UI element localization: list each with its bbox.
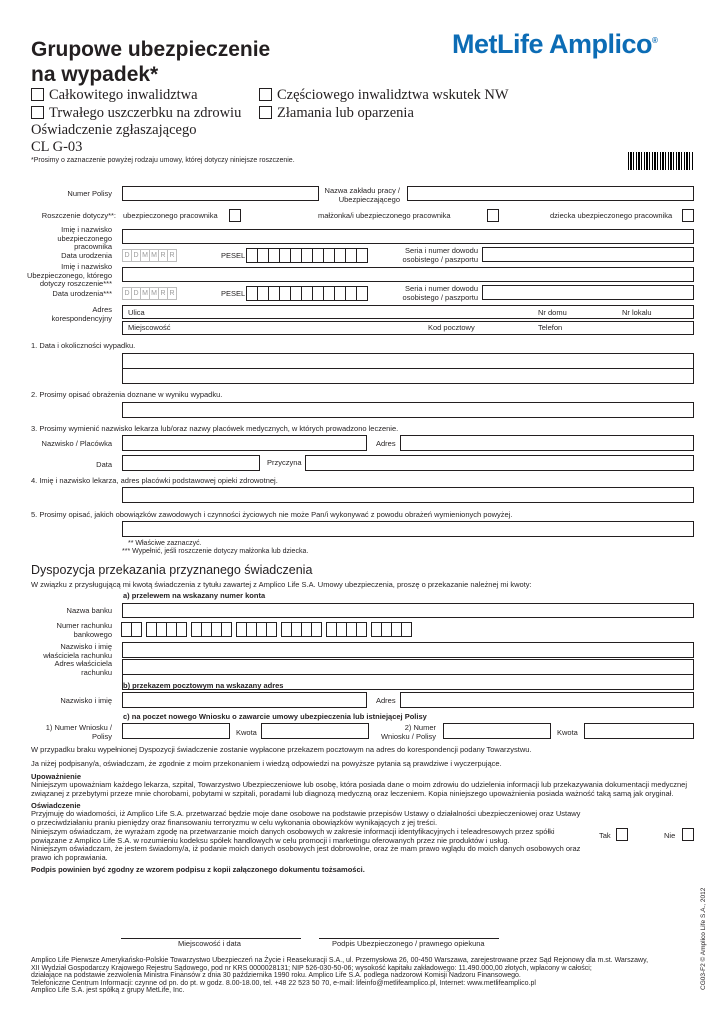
payment-heading: Dyspozycja przekazania przyznanego świadczenia bbox=[31, 563, 313, 577]
authorization-title: Upoważnienie bbox=[31, 772, 82, 781]
form-title: Grupowe ubezpieczenie na wypadek* bbox=[31, 38, 271, 86]
day-cell[interactable]: D bbox=[122, 287, 132, 300]
address-label: Adres korespondencyjny bbox=[51, 305, 112, 323]
checkbox[interactable] bbox=[31, 106, 44, 119]
default-payment-note: W przypadku braku wypełnionej Dyspozycji świadczenie zostanie wypłacone przekazem pocztowym na adres do korespondencji podany Towarzystwu. bbox=[31, 745, 532, 754]
date-label: Data bbox=[96, 460, 112, 469]
place-date-label: Miejscowość i data bbox=[178, 939, 241, 948]
question-2: 2. Prosimy opisać obrażenia doznane w wyniku wypadku. bbox=[31, 390, 223, 399]
claim-concerns-label: Roszczenie dotyczy**: bbox=[41, 211, 116, 220]
opt-employee-checkbox[interactable] bbox=[229, 209, 241, 222]
q3-address-field[interactable] bbox=[400, 435, 694, 451]
form-code: CL G-03 bbox=[31, 139, 83, 155]
payment-intro: W związku z przysługującą mi kwotą świadczenia z tytułu zawartej z Amplico Life S.A. Umowy ubezpieczenia, proszę o przekazanie należnej mi kwoty: bbox=[31, 580, 532, 589]
reason-label: Przyczyna bbox=[267, 458, 302, 467]
app1-label: 1) Numer Wniosku / Polisy bbox=[45, 723, 112, 741]
day-cell[interactable]: D bbox=[131, 287, 141, 300]
policy-number-label: Numer Polisy bbox=[67, 189, 112, 198]
declaration-text-2: Niniejszym oświadczam, że wyrażam zgodę na przetwarzanie moich danych osobowych w zakresie informacji identyfikacyjnych i teleadresowych przez spółki powiązane z Amplico Life S.A. w rozumieniu kodeksu spółek handlowych w celu promocji i marketingu oferowanych przez nie produktów i usług. bbox=[31, 827, 555, 845]
amount2-field[interactable] bbox=[584, 723, 694, 739]
option-b-title: b) przekazem pocztowym na wskazany adres bbox=[123, 681, 284, 690]
year-cell[interactable]: R bbox=[167, 249, 177, 262]
q1-field-1[interactable] bbox=[122, 353, 694, 369]
question-3: 3. Prosimy wymienić nazwisko lekarza lub/oraz nazwy placówek medycznych, w których prowadzono leczenie. bbox=[31, 424, 399, 433]
checkbox[interactable] bbox=[259, 88, 272, 101]
employee-name-field[interactable] bbox=[122, 229, 694, 244]
checkbox[interactable] bbox=[259, 106, 272, 119]
id-series-field-2[interactable] bbox=[482, 285, 694, 300]
question-4: 4. Imię i nazwisko lekarza, adres placówki podstawowej opieki zdrowotnej. bbox=[31, 476, 278, 485]
authorization-text: Niniejszym upoważniam każdego lekarza, szpital, Towarzystwo Ubezpieczeniowe lub osobę, która posiada dane o moim zdrowiu do udzielenia informacji lub przekazywania dokumentacji medycznej związanej z przebytymi przeze mnie chorobami, pobytami w szpitali, poradami lub diagnozą medyczną oraz leczeniem. Kopia niniejszego upoważnienia posiada ważność taką samą jak oryginał. bbox=[31, 780, 688, 798]
option-a-title: a) przelewem na wskazany numer konta bbox=[123, 591, 266, 600]
footer-text: Amplico Life Pierwsze Amerykańsko-Polskie Towarzystwo Ubezpieczeń na Życie i Reasekuracji S.A., ul. Przemysłowa 26, 00-450 Warszawa, zarejestrowane przez Sąd Rejonowy dla m.st. Warszawy, XII Wydział Gospodarczy Krajowego Rejestru Sądowego, pod nr KRS 0000028131; NIP 526-030-50-06; wysokość kapitału zakładowego: 11.490.000,00 złotych, wpłacony w całości; działające na podstawie zezwolenia Ministra Finansów z dnia 30 października 1990 roku. Amplico Life S.A. podlega nadzorowi Komisji Nadzoru Finansowego. Telefoniczne Centrum Informacji: czynne od pn. do pt. w godz. 8.00-18.00, tel. +48 22 523 50 70, e-mail: lifeinfo@metlifeamplico.pl, Internet: www.metlifeamplico.pl Amplico Life S.A. jest spółką z grupy MetLife, Inc. bbox=[31, 957, 649, 995]
app2-field[interactable] bbox=[443, 723, 551, 739]
insured-name-label: Imię i nazwisko Ubezpieczonego, którego dotyczy roszczenie*** bbox=[26, 262, 112, 288]
reason-field[interactable] bbox=[305, 455, 694, 471]
insured-name-field[interactable] bbox=[122, 267, 694, 282]
opt-child-label: dziecka ubezpieczonego pracownika bbox=[550, 211, 673, 220]
q5-field[interactable] bbox=[122, 521, 694, 537]
city-field[interactable] bbox=[122, 321, 694, 335]
metlife-amplico-logo: MetLife Amplico® bbox=[452, 29, 658, 59]
street-field[interactable] bbox=[122, 305, 694, 319]
account-owner-field[interactable] bbox=[122, 642, 694, 658]
city-label: Miejscowość bbox=[128, 323, 171, 332]
account-digit-cell[interactable] bbox=[401, 622, 412, 637]
name-facility-label: Nazwisko / Placówka bbox=[41, 439, 112, 448]
month-cell[interactable]: M bbox=[149, 287, 159, 300]
month-cell[interactable]: M bbox=[149, 249, 159, 262]
birth-date2-cells[interactable] bbox=[123, 287, 177, 300]
postal-name-field[interactable] bbox=[122, 692, 367, 708]
id-series-label-2: Seria i numer dowodu osobistego / paszportu bbox=[402, 284, 478, 302]
account-digit-cell[interactable] bbox=[131, 622, 142, 637]
pesel-cells[interactable] bbox=[247, 248, 368, 263]
declaration-text-3: Niniejszym oświadczam, że jestem świadomy/a, iż podanie moich danych osobowych jest dobrowolne, oraz że mam prawo wglądu do moich danych osobowych oraz prawo ich poprawiania. bbox=[31, 844, 581, 862]
barcode bbox=[628, 152, 694, 170]
pesel-cells-2[interactable] bbox=[247, 286, 368, 301]
day-cell[interactable]: D bbox=[122, 249, 132, 262]
app1-field[interactable] bbox=[122, 723, 230, 739]
year-cell[interactable]: R bbox=[158, 249, 168, 262]
q3-address-label: Adres bbox=[376, 439, 396, 448]
option-fractures[interactable]: Złamania lub oparzenia bbox=[259, 105, 414, 122]
owner-address-field-1[interactable] bbox=[122, 659, 694, 675]
contract-note: *Prosimy o zaznaczenie powyżej rodzaju umowy, której dotyczy niniejsze roszczenie. bbox=[31, 157, 295, 164]
id-series-field[interactable] bbox=[482, 247, 694, 262]
amount2-label: Kwota bbox=[557, 728, 578, 737]
opt-spouse-label: małżonka/i ubezpieczonego pracownika bbox=[318, 211, 451, 220]
account-digit-cell[interactable] bbox=[221, 622, 232, 637]
account-number-label: Numer rachunku bankowego bbox=[56, 621, 112, 639]
postal-address-label: Adres bbox=[376, 696, 396, 705]
birth-date2-label: Data urodzenia*** bbox=[52, 289, 112, 298]
declaration-title: Oświadczenie bbox=[31, 801, 81, 810]
flat-no-label: Nr lokalu bbox=[622, 308, 652, 317]
question-5: 5. Prosimy opisać, jakich obowiązków zawodowych i czynności życiowych nie może Pan/i wykonywać z powodu obrażeń wymienionych powyżej. bbox=[31, 510, 513, 519]
opt-child-checkbox[interactable] bbox=[682, 209, 694, 222]
side-copyright: CG03-F2 © Amplico Life S.A., 2012 bbox=[700, 887, 707, 990]
footnote-2: *** Wypełnić, jeśli roszczenie dotyczy małżonka lub dziecka. bbox=[122, 548, 309, 555]
digit-cell[interactable] bbox=[356, 286, 368, 301]
pesel-label: PESEL bbox=[221, 251, 246, 260]
name-facility-field[interactable] bbox=[122, 435, 367, 451]
postal-address-field[interactable] bbox=[400, 692, 694, 708]
app2-label: 2) Numer Wniosku / Polisy bbox=[380, 723, 436, 741]
consent-yes-checkbox[interactable] bbox=[616, 828, 628, 841]
opt-spouse-checkbox[interactable] bbox=[487, 209, 499, 222]
q1-field-2[interactable] bbox=[122, 368, 694, 384]
employer-name-field[interactable] bbox=[407, 186, 694, 201]
account-digit-cell[interactable] bbox=[266, 622, 277, 637]
pesel-label-2: PESEL bbox=[221, 289, 246, 298]
signature-note: Podpis powinien być zgodny ze wzorem podpisu z kopii załączonego dokumentu tożsamości. bbox=[31, 865, 365, 874]
checkbox[interactable] bbox=[31, 88, 44, 101]
postcode-label: Kod pocztowy bbox=[428, 323, 475, 332]
amount1-field[interactable] bbox=[261, 723, 369, 739]
amount1-label: Kwota bbox=[236, 728, 257, 737]
signature-label: Podpis Ubezpieczonego / prawnego opiekuna bbox=[332, 939, 485, 948]
phone-label: Telefon bbox=[538, 323, 563, 332]
footnote-1: ** Właściwe zaznaczyć. bbox=[128, 540, 202, 547]
birth-date-cells[interactable] bbox=[123, 249, 177, 262]
question-1: 1. Data i okoliczności wypadku. bbox=[31, 341, 136, 350]
account-digit-cell[interactable] bbox=[311, 622, 322, 637]
account-digit-cell[interactable] bbox=[356, 622, 367, 637]
house-no-label: Nr domu bbox=[538, 308, 567, 317]
date-field[interactable] bbox=[122, 455, 260, 471]
option-total-disability[interactable]: Całkowitego inwalidztwa bbox=[31, 87, 198, 104]
birth-date-label: Data urodzenia bbox=[61, 251, 112, 260]
owner-address-label: Adres właściciela rachunku bbox=[54, 659, 112, 677]
declaration-text-1: Przyjmuję do wiadomości, iż Amplico Life S.A. przetwarzać będzie moje dane osobowe na podstawie przepisów Ustawy o działalności ubezpieczeniowej oraz Ustawy o przeciwdziałaniu praniu pieniędzy oraz finansowaniu terroryzmu w celu wykonania obowiązków wynikających z jej treści. bbox=[31, 809, 581, 827]
digit-cell[interactable] bbox=[356, 248, 368, 263]
q4-field[interactable] bbox=[122, 487, 694, 503]
month-cell[interactable]: M bbox=[140, 287, 150, 300]
truth-statement: Ja niżej podpisany/a, oświadczam, że zgodnie z moim przekonaniem i wiedzą odpowiedzi na powyższe pytania są prawdziwe i wyczerpujące. bbox=[31, 759, 502, 768]
year-cell[interactable]: R bbox=[167, 287, 177, 300]
consent-no-checkbox[interactable] bbox=[682, 828, 694, 841]
declaration-label: Oświadczenie zgłaszającego bbox=[31, 122, 197, 138]
yes-label: Tak bbox=[599, 831, 611, 840]
no-label: Nie bbox=[664, 831, 676, 840]
option-partial-disability[interactable]: Częściowego inwalidztwa wskutek NW bbox=[259, 87, 509, 104]
postal-name-label: Nazwisko i imię bbox=[60, 696, 112, 705]
policy-number-field[interactable] bbox=[122, 186, 319, 201]
street-label: Ulica bbox=[128, 308, 145, 317]
employer-name-label: Nazwa zakładu pracy / Ubezpieczającego bbox=[324, 186, 400, 204]
employee-name-label: Imię i nazwisko ubezpieczonego pracownika bbox=[57, 225, 112, 251]
account-digit-cell[interactable] bbox=[176, 622, 187, 637]
option-permanent-damage[interactable]: Trwałego uszczerbku na zdrowiu bbox=[31, 105, 241, 122]
opt-employee-label: ubezpieczonego pracownika bbox=[123, 211, 218, 220]
month-cell[interactable]: M bbox=[140, 249, 150, 262]
option-c-title: c) na poczet nowego Wniosku o zawarcie umowy ubezpieczenia lub istniejącej Polisy bbox=[123, 712, 427, 721]
day-cell[interactable]: D bbox=[131, 249, 141, 262]
bank-name-label: Nazwa banku bbox=[66, 606, 112, 615]
q2-field[interactable] bbox=[122, 402, 694, 418]
account-number-cells[interactable] bbox=[122, 622, 412, 637]
account-owner-label: Nazwisko i imię właściciela rachunku bbox=[43, 642, 112, 660]
year-cell[interactable]: R bbox=[158, 287, 168, 300]
bank-name-field[interactable] bbox=[122, 603, 694, 618]
id-series-label: Seria i numer dowodu osobistego / paszportu bbox=[402, 246, 478, 264]
